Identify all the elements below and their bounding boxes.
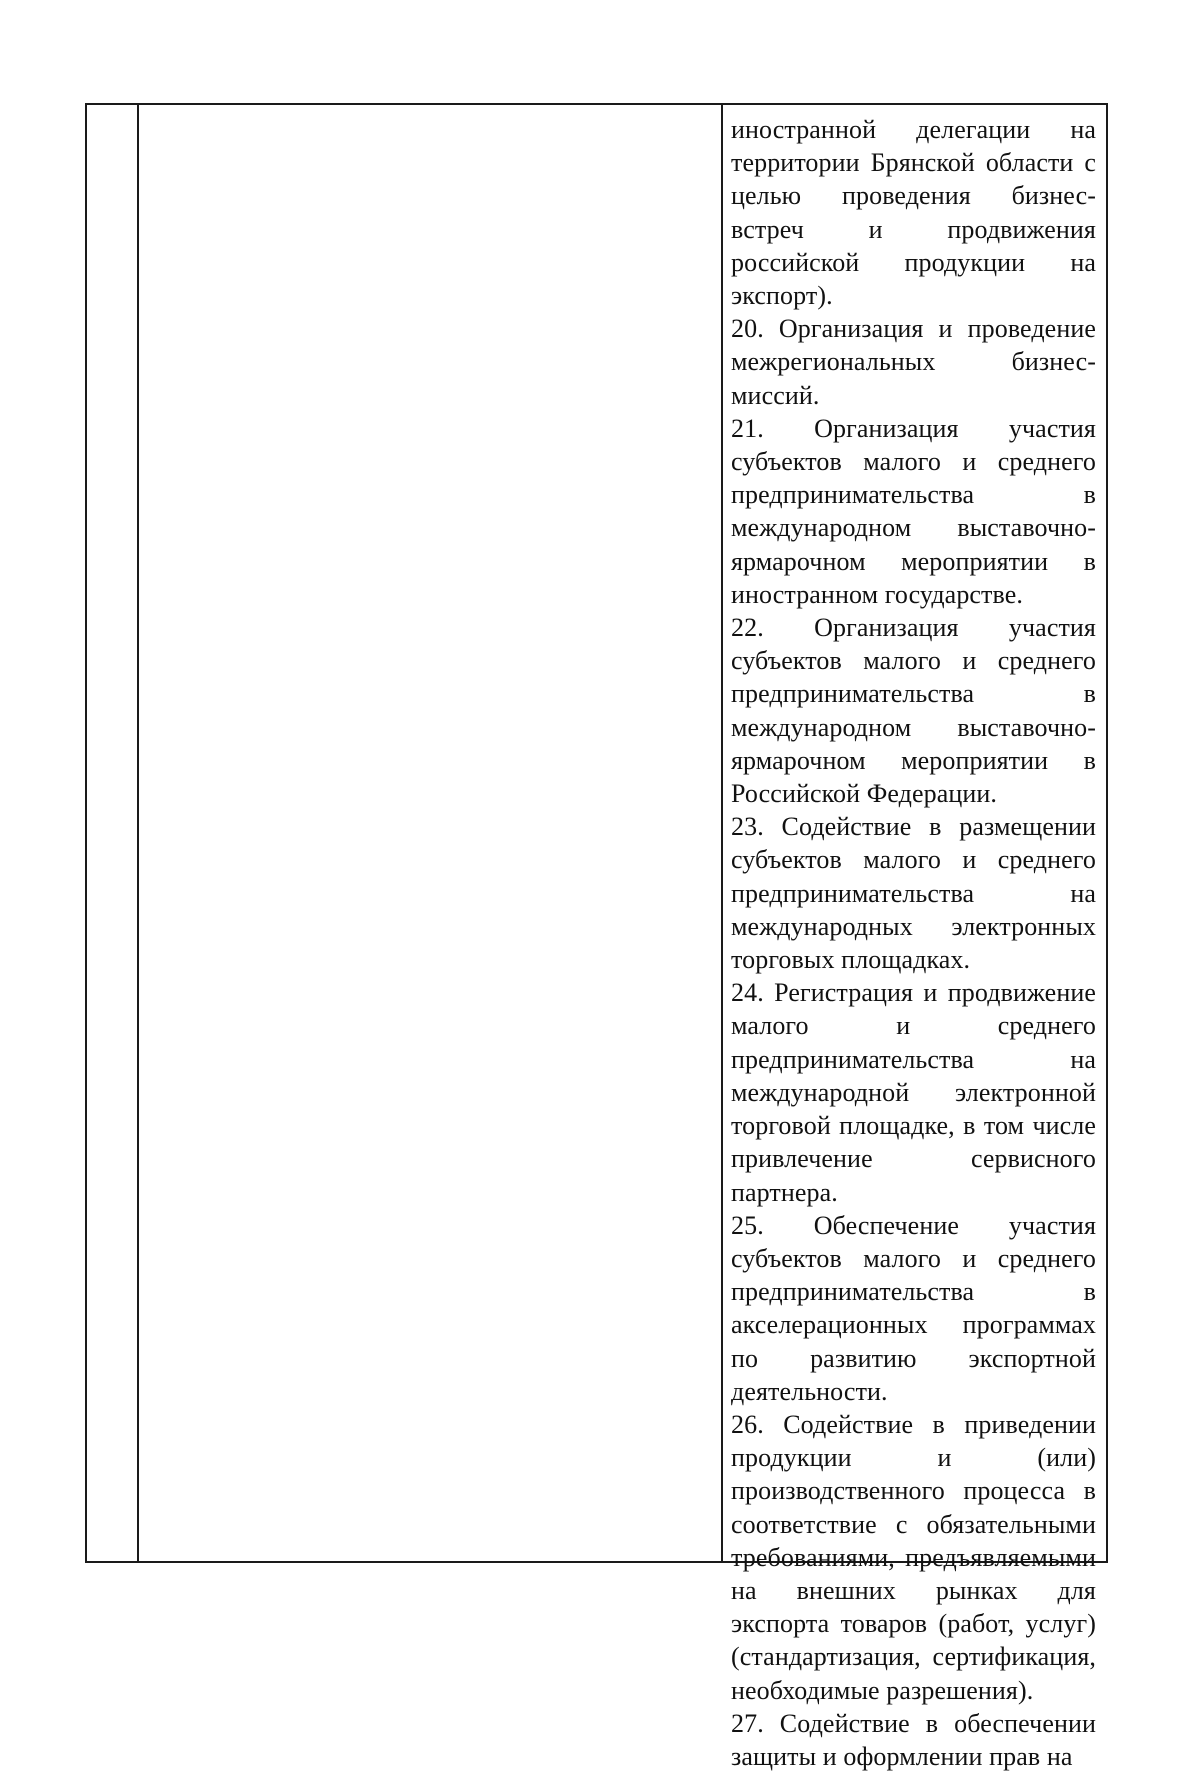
document-table [85, 103, 1108, 1771]
paragraph-continuation: иностранной делегации на территории Брянской области с целью проведения бизнес-встреч и продвижения российской продукции на экспорт). [731, 115, 1096, 311]
paragraph-item-20: 20. Организация и проведение межрегиональных бизнес-миссий. [731, 314, 1096, 410]
paragraph-item-22: 22. Организация участия субъектов малого и среднего предпринимательства в международном выставочно-ярмарочном мероприятии в Российской Федерации. [731, 613, 1096, 809]
content-column-cell [723, 105, 1106, 1771]
paragraph-item-26: 26. Содействие в приведении продукции и (или) производственного процесса в соответствие с обязательными требованиями, предъявляемыми на внешних рынках для экспорта товаров (работ, услуг) (стандартизация, сертификация, необходимые разрешения). [731, 1409, 1096, 1705]
name-column-cell [139, 105, 723, 1561]
paragraph-item-25: 25. Обеспечение участия субъектов малого и среднего предпринимательства в акселерационных программах по развитию экспортной деятельности. [731, 1210, 1096, 1406]
paragraph-item-27: 27. Содействие в обеспечении защиты и оформлении прав на [731, 1708, 1096, 1771]
paragraph-item-24: 24. Регистрация и продвижение малого и среднего предпринимательства на международной электронной торговой площадке, в том числе привлечение сервисного партнера. [731, 978, 1096, 1207]
paragraph-item-21: 21. Организация участия субъектов малого и среднего предпринимательства в международном выставочно-ярмарочном мероприятии в иностранном государстве. [731, 413, 1096, 609]
paragraph-item-23: 23. Содействие в размещении субъектов малого и среднего предпринимательства на международных электронных торговых площадках. [731, 812, 1096, 975]
number-column-cell [87, 105, 139, 1561]
